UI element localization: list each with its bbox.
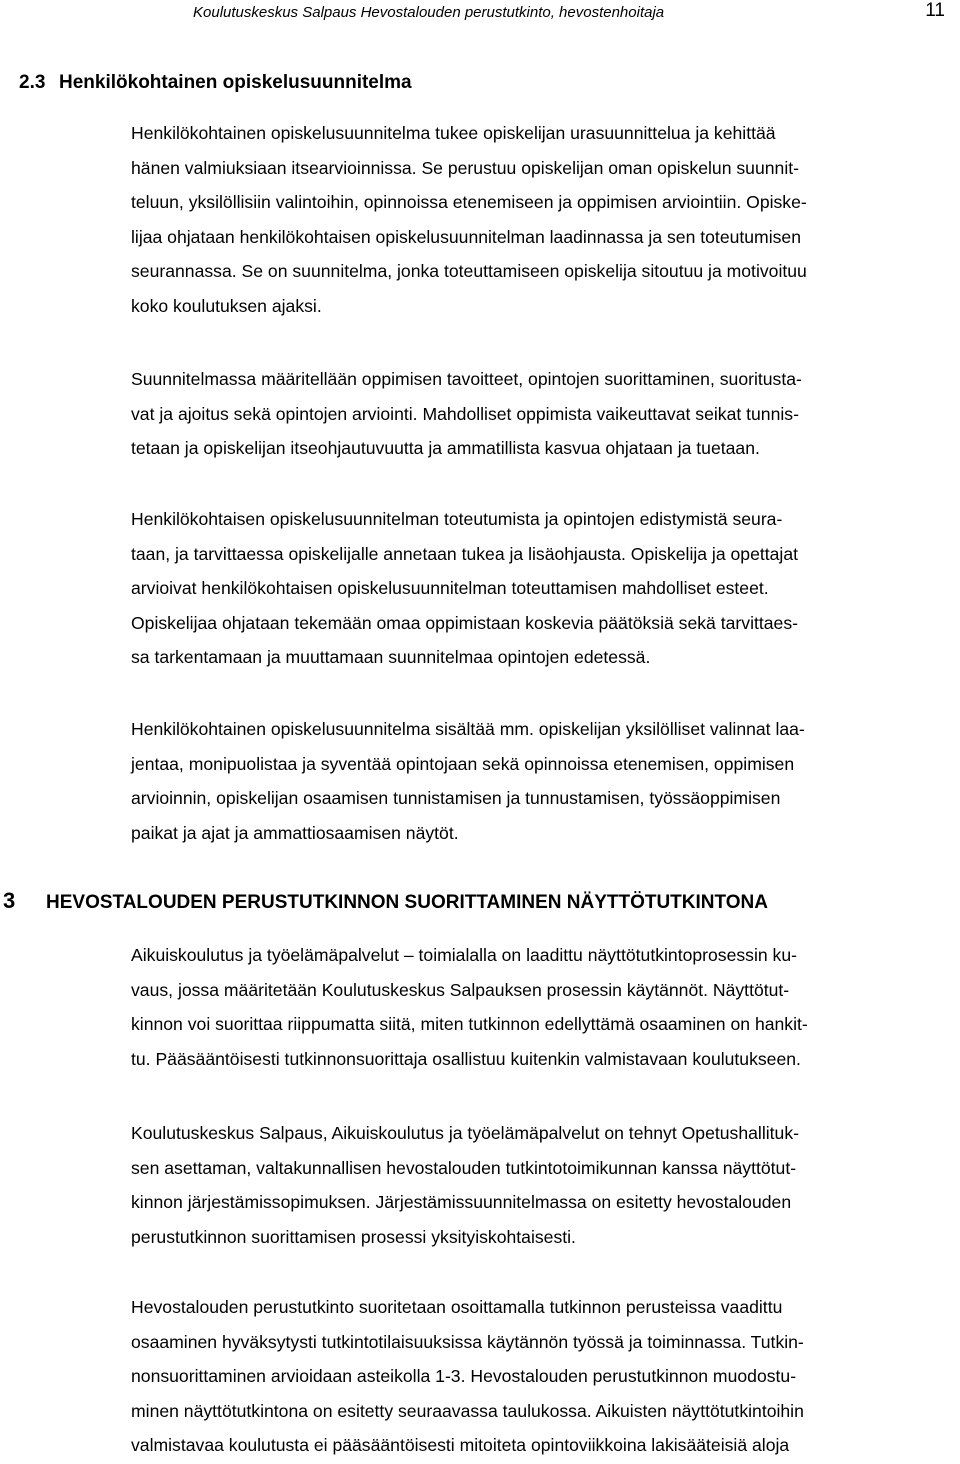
text-line: sen asettaman, valtakunnallisen hevostalouden tutkintotoimikunnan kanssa näyttötut- [131,1157,797,1178]
text-line: Henkilökohtainen opiskelusuunnitelma tukee opiskelijan urasuunnittelua ja kehittää [131,123,776,143]
text-line: koko koulutuksen ajaksi. [131,295,322,316]
text-line: Aikuiskoulutus ja työelämäpalvelut – toimialalla on laadittu näyttötutkintoprosessin ku- [131,945,797,965]
paragraph [131,1290,804,1463]
text-line: Henkilökohtaisen opiskelusuunnitelman toteutumista ja opintojen edistymistä seura- [131,509,783,529]
text-line: lijaa ohjataan henkilökohtaisen opiskelusuunnitelman laadinnassa ja sen toteutumisen [131,226,801,247]
text-line: kinnon voi suorittaa riippumatta siitä, miten tutkinnon edellyttämä osaaminen on hankit- [131,1014,808,1035]
paragraph [131,502,798,675]
paragraph [131,362,802,466]
paragraph [131,1116,799,1254]
text-line: perustutkinnon suorittamisen prosessi yksityiskohtaisesti. [131,1226,576,1247]
text-line: tu. Pääsääntöisesti tutkinnonsuorittaja osallistuu kuitenkin valmistavaan koulutukseen. [131,1048,801,1069]
page-number: 11 [925,0,945,21]
text-line: osaaminen hyväksytysti tutkintotilaisuuksissa käytännön työssä ja toiminnassa. Tutkin- [131,1331,804,1352]
text-line: arvioinnin, opiskelijan osaamisen tunnistamisen ja tunnustamisen, työssäoppimisen [131,788,781,809]
text-line: minen näyttötutkintona on esitetty seuraavassa taulukossa. Aikuisten näyttötutkintoihin [131,1400,804,1421]
text-line: paikat ja ajat ja ammattiosaamisen näytöt. [131,822,459,843]
text-line: kinnon järjestämissopimuksen. Järjestämissuunnitelmassa on esitetty hevostalouden [131,1192,792,1213]
text-line: Suunnitelmassa määritellään oppimisen tavoitteet, opintojen suorittaminen, suoritusta- [131,369,802,389]
text-line: vat ja ajoitus sekä opintojen arviointi. Mahdolliset oppimista vaikeuttavat seikat tunnis- [131,403,799,424]
chapter-number: 3 [3,888,16,913]
text-line: valmistavaa koulutusta ei pääsääntöisesti mitoiteta opintoviikkoina lakisääteisiä aloja [131,1435,790,1456]
text-line: vaus, jossa määritetään Koulutuskeskus Salpauksen prosessin käytännöt. Näyttötut- [131,979,790,1000]
section-heading [19,72,412,94]
text-line: taan, ja tarvittaessa opiskelijalle annetaan tukea ja lisäohjausta. Opiskelija ja opettajat [131,543,799,564]
text-line: Opiskelijaa ohjataan tekemään omaa oppimistaan koskevia päätöksiä sekä tarvittaes- [131,612,798,633]
paragraph [131,116,807,324]
paragraph [131,938,808,1076]
text-line: hänen valmiuksiaan itsearvioinnissa. Se perustuu opiskelijan oman opiskelun suunnit- [131,157,799,178]
text-line: tetaan ja opiskelijan itseohjautuvuutta ja ammatillista kasvua ohjataan ja tuetaan. [131,438,760,459]
paragraph [131,712,805,850]
chapter-title: HEVOSTALOUDEN PERUSTUTKINNON SUORITTAMINEN NÄYTTÖTUTKINTONA [46,892,768,913]
text-line: sa tarkentamaan ja muuttamaan suunnitelmaa opintojen edetessä. [131,647,651,668]
text-line: jentaa, monipuolistaa ja syventää opintojaan sekä opinnoissa etenemisen, oppimisen [131,753,795,774]
text-line: arvioivat henkilökohtaisen opiskelusuunnitelman toteuttamisen mahdolliset esteet. [131,578,769,599]
page-header [193,2,945,26]
section-title: Henkilökohtainen opiskelusuunnitelma [59,72,412,93]
text-line: seurannassa. Se on suunnitelma, jonka toteuttamiseen opiskelija sitoutuu ja motivoituu [131,261,807,282]
text-line: Koulutuskeskus Salpaus, Aikuiskoulutus ja työelämäpalvelut on tehnyt Opetushallituk- [131,1123,799,1143]
text-line: Hevostalouden perustutkinto suoritetaan osoittamalla tutkinnon perusteissa vaadittu [131,1297,783,1317]
section-number: 2.3 [19,72,46,93]
text-line: nonsuorittaminen arvioidaan asteikolla 1-3. Hevostalouden perustutkinnon muodostu- [131,1366,797,1387]
text-line: teluun, yksilöllisiin valintoihin, opinnoissa etenemiseen ja oppimisen arviointiin. Opiske- [131,192,807,213]
chapter-heading [3,888,768,914]
running-header: Koulutuskeskus Salpaus Hevostalouden perustutkinto, hevostenhoitaja [193,4,665,21]
text-line: Henkilökohtainen opiskelusuunnitelma sisältää mm. opiskelijan yksilölliset valinnat laa- [131,719,805,739]
